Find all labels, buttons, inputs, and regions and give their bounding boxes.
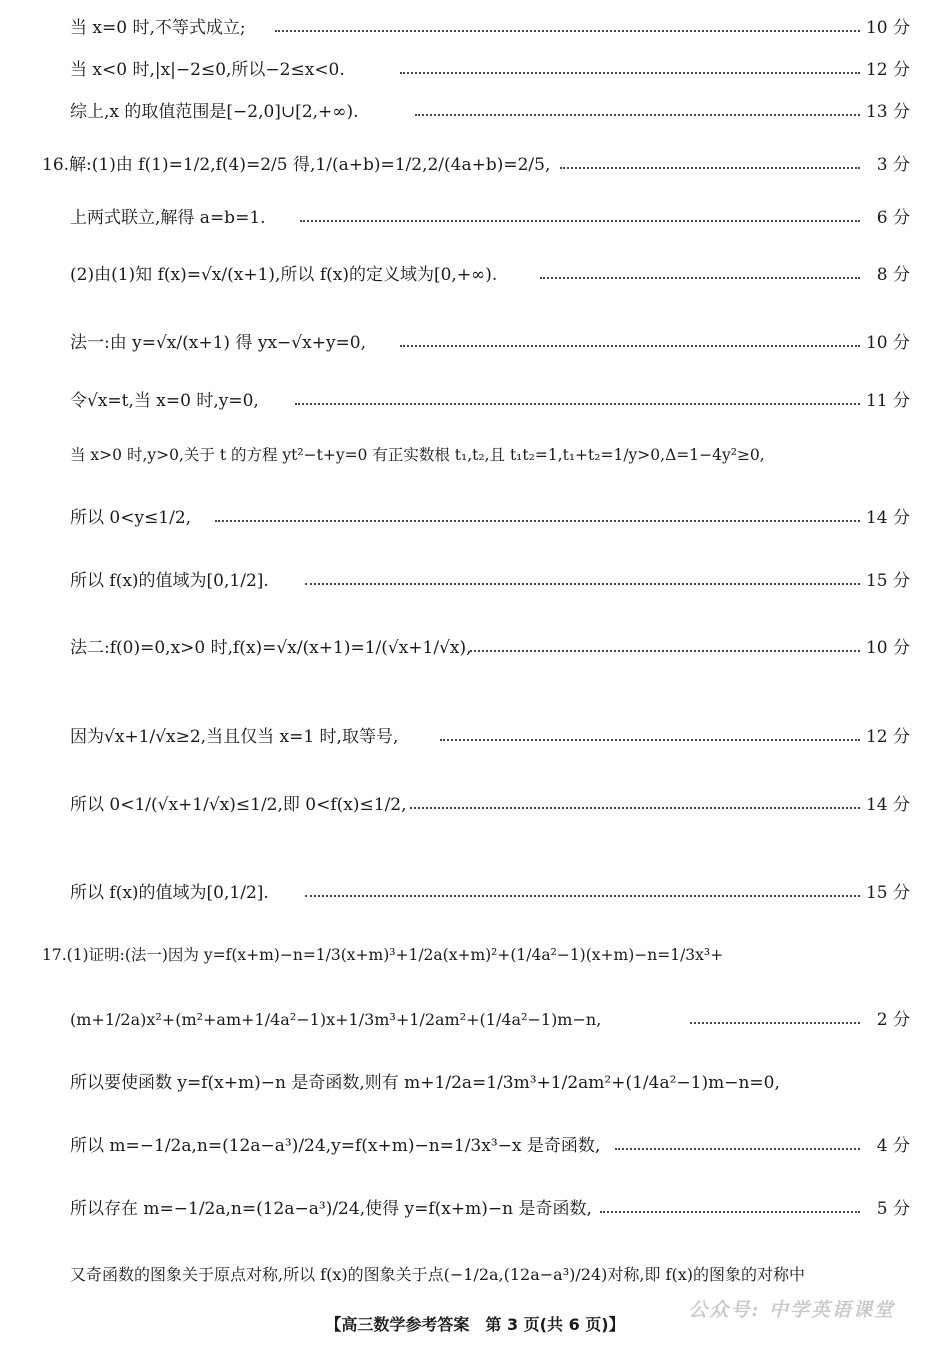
score-label: 10 分 bbox=[865, 333, 910, 353]
score-label: 12 分 bbox=[865, 60, 910, 80]
score-label: 5 分 bbox=[876, 1199, 910, 1219]
answer-line bbox=[0, 8, 950, 48]
leader-dots bbox=[540, 277, 860, 279]
leader-dots bbox=[305, 895, 860, 897]
leader-dots bbox=[560, 167, 860, 169]
line-text: 当 x>0 时,y>0,关于 t 的方程 yt²−t+y=0 有正实数根 t₁,t₂,且 t₁t₂=1,t₁+t₂=1/y>0,Δ=1−4y²≥0, bbox=[70, 446, 765, 464]
leader-dots bbox=[215, 520, 860, 522]
line-text: (m+1/2a)x²+(m²+am+1/4a²−1)x+1/3m³+1/2am²+(1/4a²−1)m−n, bbox=[70, 1010, 602, 1029]
score-label: 14 分 bbox=[865, 508, 910, 528]
leader-dots bbox=[295, 403, 860, 405]
leader-dots bbox=[410, 807, 860, 809]
leader-dots bbox=[415, 114, 860, 116]
answer-line bbox=[0, 936, 950, 976]
line-text: 法一:由 y=√x/(x+1) 得 yx−√x+y=0, bbox=[70, 333, 367, 353]
line-text: 又奇函数的图象关于原点对称,所以 f(x)的图象关于点(−1/2a,(12a−a³)/24)对称,即 f(x)的图象的对称中 bbox=[70, 1265, 805, 1284]
score-label: 2 分 bbox=[876, 1010, 910, 1030]
leader-dots bbox=[400, 72, 860, 74]
answer-line bbox=[0, 323, 950, 363]
leader-dots bbox=[600, 1211, 860, 1213]
leader-dots bbox=[470, 650, 860, 652]
leader-dots bbox=[690, 1022, 860, 1024]
score-label: 15 分 bbox=[865, 571, 910, 591]
answer-line bbox=[0, 145, 950, 185]
score-label: 11 分 bbox=[865, 391, 910, 411]
line-text: 当 x<0 时,|x|−2≤0,所以−2≤x<0. bbox=[70, 60, 345, 80]
leader-dots bbox=[275, 30, 860, 32]
score-label: 14 分 bbox=[865, 795, 910, 815]
leader-dots bbox=[615, 1148, 860, 1150]
answer-line bbox=[0, 628, 950, 668]
answer-line bbox=[0, 561, 950, 601]
line-text: 所以 m=−1/2a,n=(12a−a³)/24,y=f(x+m)−n=1/3x³−x 是奇函数, bbox=[70, 1136, 601, 1156]
line-text: 令√x=t,当 x=0 时,y=0, bbox=[70, 391, 259, 411]
leader-dots bbox=[300, 220, 860, 222]
score-label: 6 分 bbox=[876, 208, 910, 228]
line-text: 所以 f(x)的值域为[0,1/2]. bbox=[70, 571, 269, 591]
line-text: 所以 f(x)的值域为[0,1/2]. bbox=[70, 883, 269, 903]
line-text: 上两式联立,解得 a=b=1. bbox=[70, 208, 266, 228]
leader-dots bbox=[305, 583, 860, 585]
leader-dots bbox=[440, 739, 860, 741]
line-text: 所以要使函数 y=f(x+m)−n 是奇函数,则有 m+1/2a=1/3m³+1/2am²+(1/4a²−1)m−n=0, bbox=[70, 1073, 780, 1093]
line-text: 当 x=0 时,不等式成立; bbox=[70, 18, 246, 38]
answer-line bbox=[0, 255, 950, 295]
answer-line bbox=[0, 785, 950, 825]
answer-line bbox=[0, 50, 950, 90]
line-text: 所以 0<1/(√x+1/√x)≤1/2,即 0<f(x)≤1/2, bbox=[70, 795, 407, 815]
score-label: 10 分 bbox=[865, 638, 910, 658]
watermark: 公众号: 中学英语课堂 bbox=[688, 1299, 895, 1321]
answer-line bbox=[0, 1063, 950, 1103]
score-label: 13 分 bbox=[865, 102, 910, 122]
answer-line bbox=[0, 436, 950, 476]
page-footer: 【高三数学参考答案 第 3 页(共 6 页)】 bbox=[325, 1315, 625, 1334]
score-label: 12 分 bbox=[865, 727, 910, 747]
score-label: 8 分 bbox=[876, 265, 910, 285]
answer-line bbox=[0, 873, 950, 913]
line-text: 因为√x+1/√x≥2,当且仅当 x=1 时,取等号, bbox=[70, 727, 399, 747]
answer-line bbox=[0, 1126, 950, 1166]
answer-line bbox=[0, 717, 950, 757]
answer-line bbox=[0, 1000, 950, 1040]
line-text: 法二:f(0)=0,x>0 时,f(x)=√x/(x+1)=1/(√x+1/√x), bbox=[70, 638, 472, 658]
line-text: 16.解:(1)由 f(1)=1/2,f(4)=2/5 得,1/(a+b)=1/2,2/(4a+b)=2/5, bbox=[42, 155, 551, 175]
answer-line bbox=[0, 92, 950, 132]
line-text: 17.(1)证明:(法一)因为 y=f(x+m)−n=1/3(x+m)³+1/2a(x+m)²+(1/4a²−1)(x+m)−n=1/3x³+ bbox=[42, 946, 724, 964]
line-text: (2)由(1)知 f(x)=√x/(x+1),所以 f(x)的定义域为[0,+∞). bbox=[70, 265, 498, 285]
answer-line bbox=[0, 498, 950, 538]
line-text: 综上,x 的取值范围是[−2,0]∪[2,+∞). bbox=[70, 102, 359, 122]
answer-line bbox=[0, 1189, 950, 1229]
score-label: 3 分 bbox=[876, 155, 910, 175]
answer-line bbox=[0, 198, 950, 238]
score-label: 10 分 bbox=[865, 18, 910, 38]
answer-line bbox=[0, 381, 950, 421]
score-label: 4 分 bbox=[876, 1136, 910, 1156]
line-text: 所以 0<y≤1/2, bbox=[70, 508, 192, 528]
leader-dots bbox=[400, 345, 860, 347]
score-label: 15 分 bbox=[865, 883, 910, 903]
line-text: 所以存在 m=−1/2a,n=(12a−a³)/24,使得 y=f(x+m)−n 是奇函数, bbox=[70, 1199, 592, 1219]
answer-line bbox=[0, 1255, 950, 1295]
